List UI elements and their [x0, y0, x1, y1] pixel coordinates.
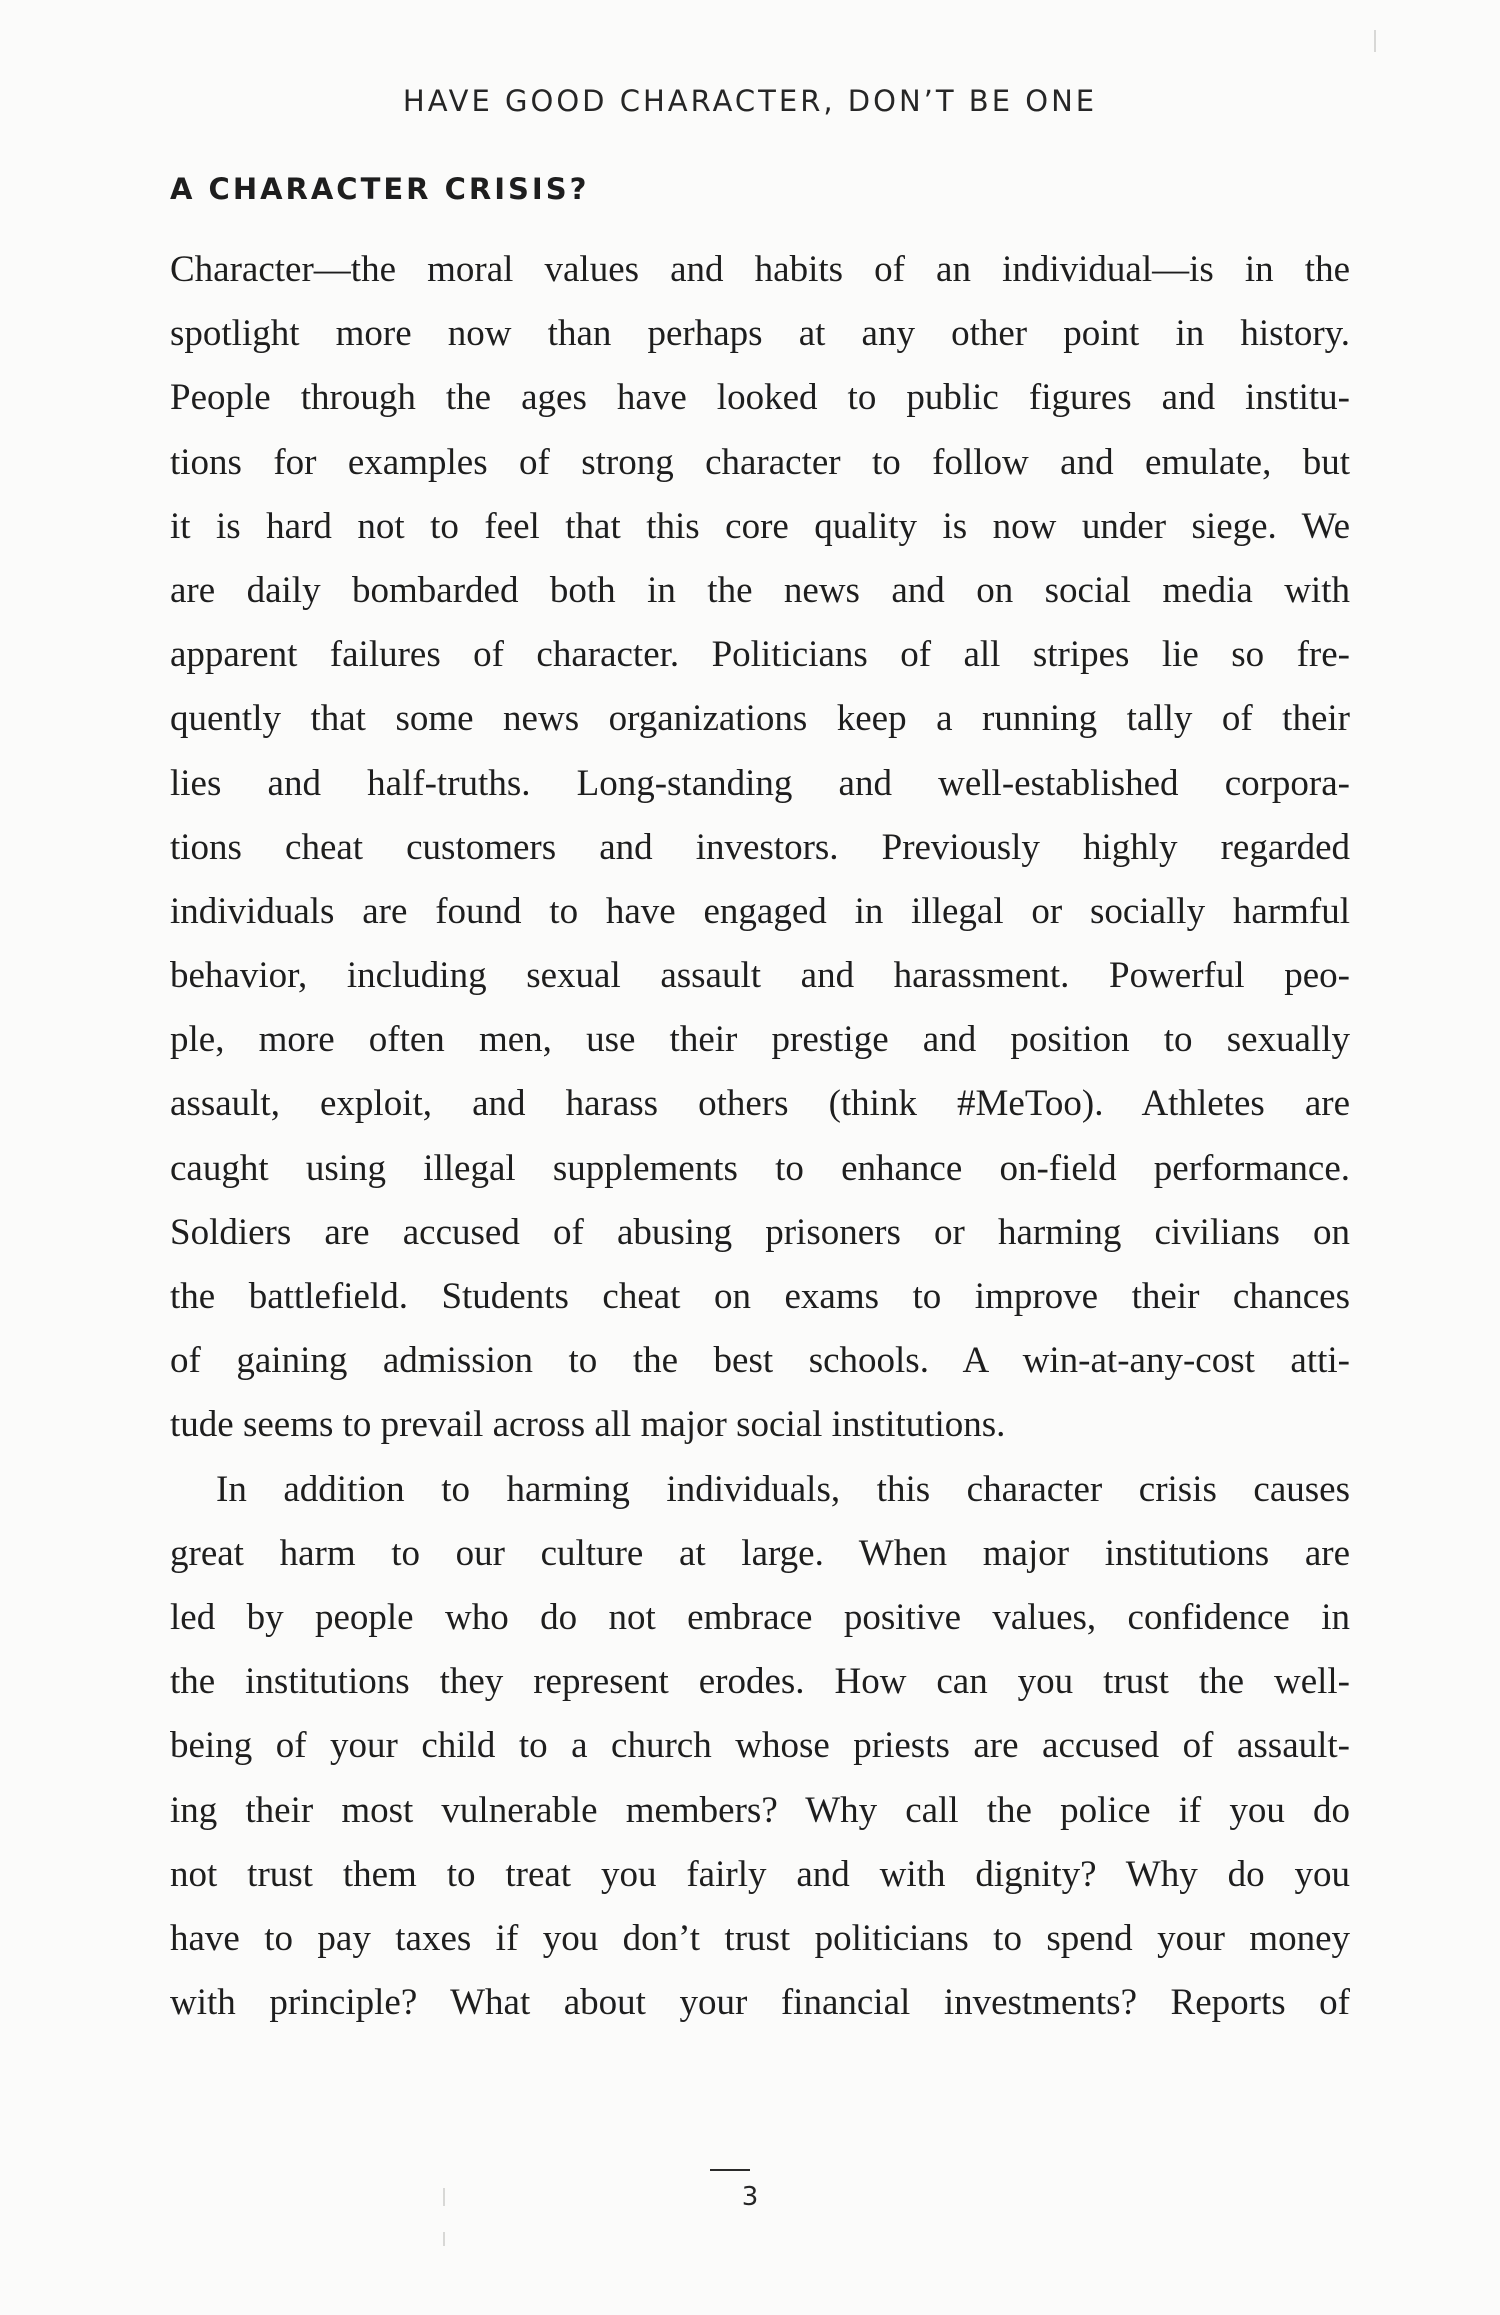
- text-line: Character—the moral values and habits of an individual—is in the: [170, 249, 1350, 290]
- body-text: [170, 238, 1350, 2035]
- scan-mark: [443, 2188, 445, 2206]
- page-number: 3: [741, 2182, 759, 2212]
- text-line: of gaining admission to the best schools. A win-at-any-cost atti-: [170, 1340, 1350, 1382]
- running-head: HAVE GOOD CHARACTER, DON’T BE ONE: [402, 84, 1098, 118]
- text-line: People through the ages have looked to public figures and institu-: [170, 377, 1350, 419]
- text-line: are daily bombarded both in the news and on social media with: [170, 569, 1350, 611]
- text-line: lies and half-truths. Long-standing and well-established corpora-: [170, 762, 1350, 804]
- text-line: led by people who do not embrace positive values, confidence in: [170, 1596, 1350, 1638]
- text-line: not trust them to treat you fairly and with dignity? Why do you: [170, 1853, 1350, 1895]
- text-line: have to pay taxes if you don’t trust politicians to spend your money: [170, 1917, 1350, 1959]
- text-line: spotlight more now than perhaps at any other point in history.: [170, 313, 1350, 355]
- text-line: tions for examples of strong character to follow and emulate, but: [170, 441, 1350, 483]
- text-line: tude seems to prevail across all major social institutions.: [170, 1404, 1006, 1446]
- text-line: being of your child to a church whose priests are accused of assault-: [170, 1725, 1350, 1767]
- paragraph-2: [170, 1458, 1350, 2036]
- text-line: assault, exploit, and harass others (think #MeToo). Athletes are: [170, 1083, 1350, 1125]
- text-line: In addition to harming individuals, this character crisis causes: [216, 1468, 1350, 1510]
- text-line: ple, more often men, use their prestige and position to sexually: [170, 1019, 1350, 1061]
- text-line: tions cheat customers and investors. Previously highly regarded: [170, 826, 1350, 868]
- folio-rule: [710, 2169, 750, 2171]
- paragraph-1: [170, 238, 1350, 1458]
- scan-mark: [443, 2232, 445, 2246]
- text-line: quently that some news organizations keep a running tally of their: [170, 698, 1350, 740]
- text-line: apparent failures of character. Politicians of all stripes lie so fre-: [170, 634, 1350, 676]
- text-line: individuals are found to have engaged in illegal or socially harmful: [170, 890, 1350, 932]
- text-line: the battlefield. Students cheat on exams to improve their chances: [170, 1276, 1350, 1317]
- text-line: with principle? What about your financial investments? Reports of: [170, 1982, 1350, 2024]
- text-line: Soldiers are accused of abusing prisoners or harming civilians on: [170, 1211, 1350, 1253]
- text-line: caught using illegal supplements to enhance on-field performance.: [170, 1147, 1350, 1189]
- text-line: the institutions they represent erodes. How can you trust the well-: [170, 1661, 1350, 1703]
- scan-mark: [1374, 30, 1376, 52]
- text-line: great harm to our culture at large. When major institutions are: [170, 1532, 1350, 1574]
- text-line: it is hard not to feel that this core quality is now under siege. We: [170, 505, 1350, 547]
- text-line: behavior, including sexual assault and harassment. Powerful peo-: [170, 955, 1350, 997]
- section-heading: A CHARACTER CRISIS?: [170, 172, 590, 206]
- text-line: ing their most vulnerable members? Why call the police if you do: [170, 1789, 1350, 1831]
